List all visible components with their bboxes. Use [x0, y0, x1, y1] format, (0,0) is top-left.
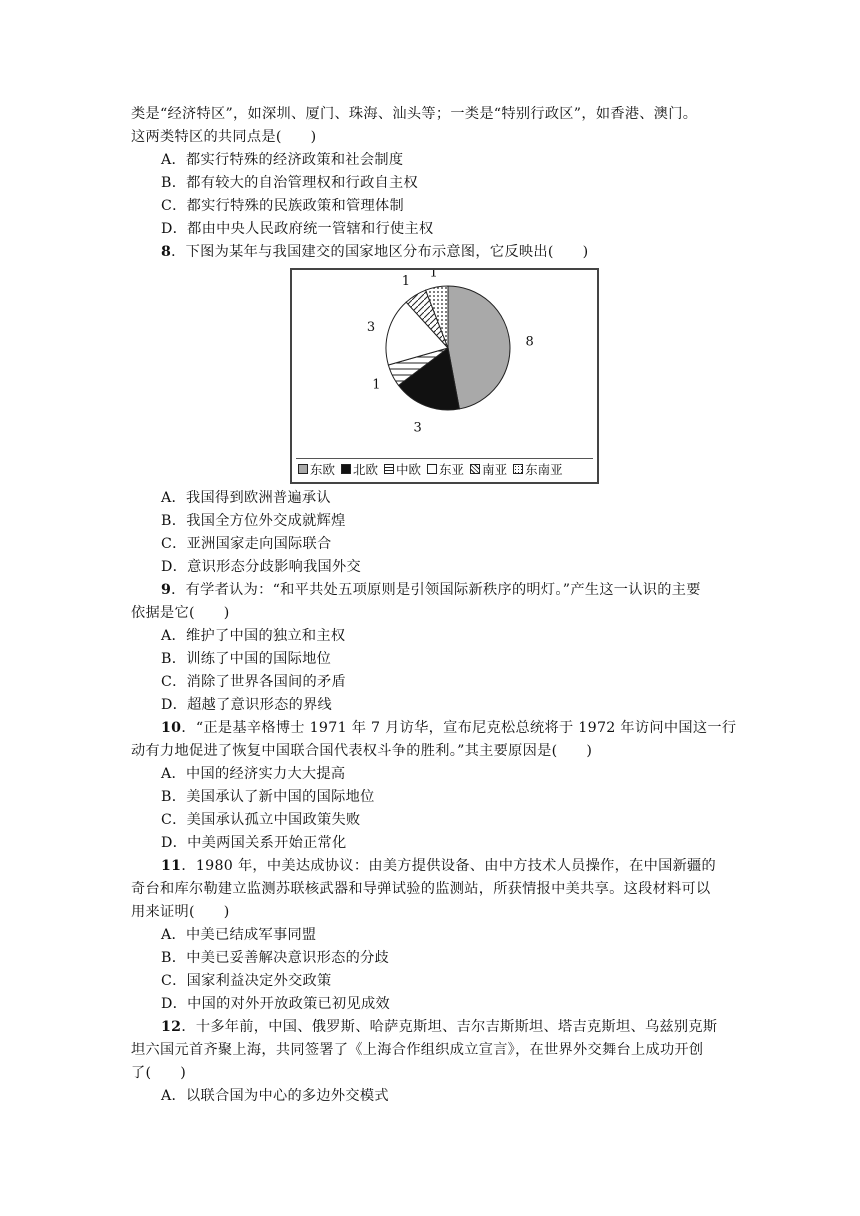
pie-label-east-europe: 8 — [525, 334, 534, 350]
legend-swatch-east-asia — [427, 464, 437, 474]
q7-option-a: A．都实行特殊的经济政策和社会制度 — [161, 152, 404, 168]
legend-label-north-europe: 北欧 — [353, 462, 379, 477]
q11-stem-line-1 — [161, 856, 716, 876]
legend-swatch-east-europe — [298, 464, 308, 474]
legend-swatch-southeast-asia — [513, 464, 523, 474]
legend-item-east-asia — [427, 460, 464, 478]
q7-option-d: D．都由中央人民政府统一管辖和行使主权 — [161, 221, 434, 237]
pie-label-east-asia: 3 — [366, 320, 376, 336]
q10-number: 10 — [161, 720, 182, 736]
q12-option-a: A．以联合国为中心的多边外交模式 — [161, 1088, 389, 1104]
q11-stem-line-2: 奇台和库尔勒建立监测苏联核武器和导弹试验的监测站，所获情报中美共享。这段材料可以 — [131, 881, 711, 897]
q11-option-b: B．中美已妥善解决意识形态的分歧 — [161, 950, 390, 966]
q10-stem-line-2: 动有力地促进了恢复中国联合国代表权斗争的胜利。”其主要原因是( ) — [131, 743, 593, 759]
q9-text-1: ．有学者认为：“和平共处五项原则是引领国际新秩序的明灯。”产生这一认识的主要 — [171, 582, 701, 598]
legend-swatch-south-asia — [470, 464, 480, 474]
q9-stem-line-1 — [161, 580, 701, 600]
q11-option-a: A．中美已结成军事同盟 — [161, 927, 317, 943]
q8-stem — [161, 242, 589, 262]
pie-label-north-europe: 3 — [413, 420, 422, 436]
q7-stem-line-1: 类是“经济特区”，如深圳、厦门、珠海、汕头等；一类是“特别行政区”，如香港、澳门。 — [131, 106, 698, 122]
q9-stem-line-2: 依据是它( ) — [131, 605, 230, 621]
q10-text-1: ．“正是基辛格博士 1971 年 7 月访华，宣布尼克松总统将于 1972 年访问中国这一行 — [181, 720, 737, 736]
pie-chart — [290, 268, 599, 484]
pie-slice-east-europe — [448, 286, 510, 409]
pie-label-central-europe: 1 — [372, 377, 381, 393]
legend-label-central-europe: 中欧 — [396, 462, 422, 477]
q8-option-b: B．我国全方位外交成就辉煌 — [161, 513, 346, 529]
q12-stem-line-2: 坦六国元首齐聚上海，共同签署了《上海合作组织成立宣言》，在世界外交舞台上成功开创 — [131, 1042, 704, 1058]
q11-option-c: C．国家利益决定外交政策 — [161, 973, 332, 989]
legend-label-east-europe: 东欧 — [310, 462, 336, 477]
q8-option-a: A．我国得到欧洲普遍承认 — [161, 490, 331, 506]
legend-swatch-central-europe — [384, 464, 394, 474]
q8-option-c: C．亚洲国家走向国际联合 — [161, 536, 332, 552]
legend-item-central-europe — [384, 460, 421, 478]
pie-label-south-asia: 1 — [401, 273, 411, 289]
q11-text-1: ．1980 年，中美达成协议：由美方提供设备、由中方技术人员操作，在中国新疆的 — [181, 858, 717, 874]
q8-option-d: D．意识形态分歧影响我国外交 — [161, 559, 362, 575]
q12-text-1: ．十多年前，中国、俄罗斯、哈萨克斯坦、吉尔吉斯斯坦、塔吉克斯坦、乌兹别克斯 — [181, 1019, 718, 1035]
q10-stem-line-1 — [161, 718, 736, 738]
legend-item-north-europe — [341, 460, 378, 478]
q11-number: 11 — [161, 858, 182, 874]
legend-item-east-europe — [298, 460, 335, 478]
legend-label-east-asia: 东亚 — [439, 462, 465, 477]
q12-stem-line-3: 了( ) — [131, 1065, 187, 1081]
pie-svg — [292, 270, 597, 460]
q10-option-d: D．中美两国关系开始正常化 — [161, 835, 347, 851]
legend-swatch-north-europe — [341, 464, 351, 474]
q11-stem-line-3: 用来证明( ) — [131, 904, 230, 920]
q11-option-d: D．中国的对外开放政策已初见成效 — [161, 996, 390, 1012]
q9-option-a: A．维护了中国的独立和主权 — [161, 628, 346, 644]
q8-number: 8 — [161, 244, 172, 260]
q9-number: 9 — [161, 582, 172, 598]
pie-label-southeast-asia: 1 — [429, 270, 438, 281]
q8-text: ．下图为某年与我国建交的国家地区分布示意图，它反映出( ) — [171, 244, 589, 260]
legend-label-south-asia: 南亚 — [482, 462, 508, 477]
q9-option-d: D．超越了意识形态的界线 — [161, 697, 333, 713]
q7-option-b: B．都有较大的自治管理权和行政自主权 — [161, 175, 419, 191]
q7-option-c: C．都实行特殊的民族政策和管理体制 — [161, 198, 404, 214]
legend-label-southeast-asia: 东南亚 — [525, 462, 563, 477]
q9-option-b: B．训练了中国的国际地位 — [161, 651, 332, 667]
q10-option-b: B．美国承认了新中国的国际地位 — [161, 789, 375, 805]
legend-item-southeast-asia — [513, 460, 563, 478]
legend-item-south-asia — [470, 460, 507, 478]
q12-number: 12 — [161, 1019, 182, 1035]
q12-stem-line-1 — [161, 1017, 717, 1037]
q7-stem-line-2: 这两类特区的共同点是( ) — [131, 129, 317, 145]
q9-option-c: C．消除了世界各国间的矛盾 — [161, 674, 347, 690]
chart-legend — [296, 458, 593, 479]
q10-option-a: A．中国的经济实力大大提高 — [161, 766, 346, 782]
q10-option-c: C．美国承认孤立中国政策失败 — [161, 812, 361, 828]
